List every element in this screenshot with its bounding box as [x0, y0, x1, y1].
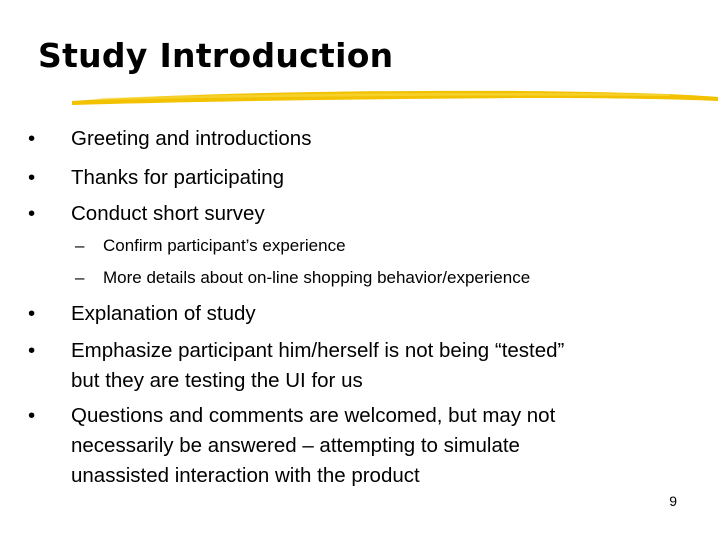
bullet-text-line-2: but they are testing the UI for us — [71, 369, 363, 392]
bullet-text-line-2: necessarily be answered – attempting to simulate — [71, 434, 520, 457]
bullet-dot: • — [28, 339, 36, 362]
bullet-text: Thanks for participating — [71, 166, 285, 189]
sub-bullet-text: More details about on-line shopping behavior/experience — [103, 268, 531, 287]
bullet-text-line-3: unassisted interaction with the product — [71, 464, 420, 487]
sub-bullet-dash: – — [75, 268, 85, 287]
bullet-text: Explanation of study — [71, 302, 256, 325]
slide-title: Study Introduction — [38, 36, 394, 75]
bullet-text: Conduct short survey — [71, 202, 265, 225]
page-number: 9 — [669, 493, 677, 509]
bullet-dot: • — [28, 302, 36, 325]
bullet-text-line-1: Questions and comments are welcomed, but may not — [71, 404, 556, 427]
bullet-dot: • — [28, 404, 36, 427]
bullet-text: Greeting and introductions — [71, 127, 312, 150]
bullet-dot: • — [28, 166, 36, 189]
sub-bullet-dash: – — [75, 236, 85, 255]
sub-bullet-text: Confirm participant’s experience — [103, 236, 346, 255]
bullet-dot: • — [28, 127, 36, 150]
bullet-dot: • — [28, 202, 36, 225]
bullet-text-line-1: Emphasize participant him/herself is not being “tested” — [71, 339, 565, 362]
